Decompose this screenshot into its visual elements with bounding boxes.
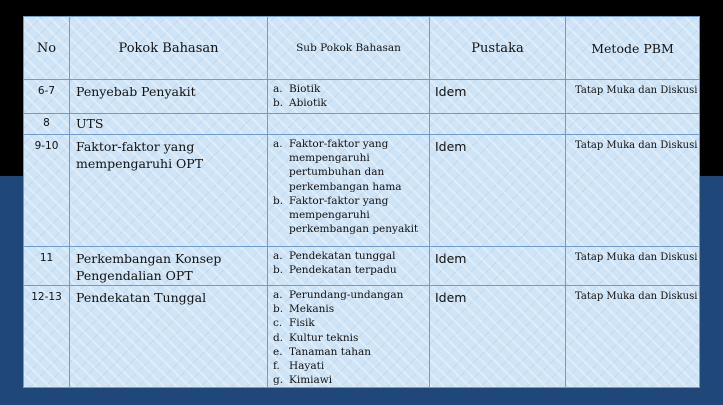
list-item: e. Tanaman tahan [273,345,372,358]
header-sub-pokok-bahasan: Sub Pokok Bahasan [268,17,430,80]
header-pokok-bahasan: Pokok Bahasan [70,17,268,80]
row-sub-pokok-bahasan [268,135,430,247]
row-pokok-bahasan: Pendekatan Tunggal [70,286,268,388]
list-item: a. Perundang-undangan [273,289,404,301]
header-no: No [24,17,70,80]
list-item: b. Faktor-faktor yang mempengaruhi perkembangan penyakit [273,194,419,236]
table-row [24,135,700,247]
table-header-row [24,17,700,80]
row-number: 6-7 [24,80,70,114]
header-metode-pbm: Metode PBM [566,17,700,80]
syllabus-table [23,16,700,388]
row-metode-pbm: Tatap Muka dan Diskusi [566,80,700,114]
list-item: c. Fisik [273,317,315,330]
row-metode-pbm: Tatap Muka dan Diskusi [566,247,700,286]
table-row [24,80,700,114]
row-pustaka: Idem [430,286,566,388]
header-pustaka: Pustaka [430,17,566,80]
row-number: 12-13 [24,286,70,388]
row-pokok-bahasan: Faktor-faktor yang mempengaruhi OPT [70,135,268,247]
list-item: f. Hayati [273,360,325,373]
syllabus-table-container [23,16,699,387]
row-pokok-bahasan: Penyebab Penyakit [70,80,268,114]
row-sub-pokok-bahasan [268,80,430,114]
list-item: b. Mekanis [273,303,335,316]
list-item: d. Kultur teknis [273,331,359,344]
row-sub-pokok-bahasan [268,286,430,388]
row-number: 11 [24,247,70,286]
row-pustaka: Idem [430,80,566,114]
list-item: a. Biotik [273,83,321,95]
table-row [24,286,700,388]
list-item: b. Pendekatan terpadu [273,264,397,277]
row-pustaka: Idem [430,135,566,247]
table-row [24,114,700,135]
row-number: 9-10 [24,135,70,247]
row-sub-pokok-bahasan [268,247,430,286]
row-metode-pbm [566,114,700,135]
list-item: a. Pendekatan tunggal [273,250,396,262]
list-item: a. Faktor-faktor yang mempengaruhi pertumbuhan dan perkembangan hama [273,138,402,193]
row-number: 8 [24,114,70,135]
row-pustaka [430,114,566,135]
row-pokok-bahasan: Perkembangan Konsep Pengendalian OPT [70,247,268,286]
row-metode-pbm: Tatap Muka dan Diskusi [566,135,700,247]
list-item: b. Abiotik [273,97,327,110]
row-metode-pbm: Tatap Muka dan Diskusi [566,286,700,388]
row-pokok-bahasan: UTS [70,114,268,135]
row-sub-pokok-bahasan [268,114,430,135]
list-item: g. Kimiawi [273,374,333,387]
row-pustaka: Idem [430,247,566,286]
table-row [24,247,700,286]
